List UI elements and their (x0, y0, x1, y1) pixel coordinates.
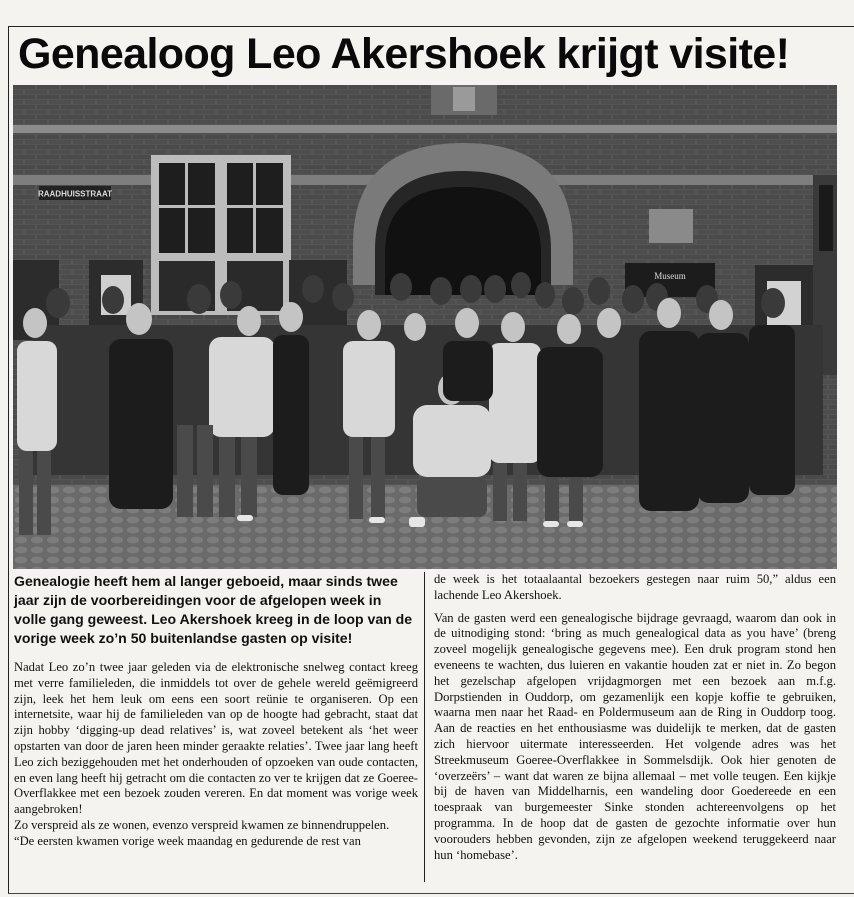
svg-text:Museum: Museum (654, 271, 686, 281)
street-sign (38, 186, 112, 200)
left-rule (8, 26, 9, 894)
arched-doorway (353, 143, 573, 295)
headline: Genealoog Leo Akershoek krijgt visite! (18, 30, 790, 78)
paragraph: Nadat Leo zo’n twee jaar geleden via de elektronische snelweg contact kreeg met verre familieleden, die inmiddels tot over de gehele wereld geëmigreerd zijn, leek het hem leuk om eens een soort reünie te organiseren. Op een internetsite, waar hij de familieleden van op de hoogte had gebracht, staat dat zijn hobby ‘digging-up dead relatives’ is, wat zoveel betekent als ‘het weer opstarten van door de jaren heen minder geraakte relaties’. Twee jaar lang heeft Leo zich beziggehouden met het onderhouden of opzoeken van oude contacten, en even lang heeft hij getracht om die contacten zo ver te krijgen dat ze Goeree-Overflakkee met een bezoek zouden vereren. En dat moment was vorige week aangebroken! (14, 660, 418, 817)
paragraph: Zo verspreid als ze wonen, evenzo verspreid kwamen ze binnendruppelen. (14, 817, 390, 832)
paragraph: Van de gasten werd een genealogische bijdrage gevraagd, waarom dan ook in de uitnodiging stond: ‘bring as much genealogical data as you have’ (breng zoveel mogelijk genealogische gegevens mee). Een druk program stond hen eveneens te wachten, dus luieren en vakantie houden zat er niet in. Zo begon het gezelschap afgelopen vrijdagmorgen met een bezoek aan m.f.g. Dorpstienden in Ouddorp, om gezamenlijk een kopje koffie te gebruiken, waarna men naar het Raad- en Poldermuseum aan de Ring in Ouddorp toog. Aan de reacties en het enthousiasme was duidelijk te merken, dat de gasten zich hiervoor uitermate interesseerden. Het volgende adres was het Streekmuseum Goeree-Overflakkee in Sommelsdijk. Ook hier genoten de ‘overzeërs’ – want dat waren ze bijna allemaal – met volle teugen. Een kijkje bij de haven van Middelharnis, een wandeling door Goedereede en een toespraak van burgemeester Sinke stonden achtereenvolgens op het programma. In de hoop dat de gasten de gezochte informatie over hun voorouders hebben gevonden, zijn ze afgelopen weekend teruggekeerd naar hun ‘homebase’. (434, 610, 836, 862)
article-lead: Genealogie heeft hem al langer geboeid, maar sinds twee jaar zijn de voorbereidingen voor de afgelopen week in volle gang geweest. Leo Akershoek kreeg in de loop van de vorige week zo’n 50 buitenlandse gasten op visite! (14, 573, 413, 646)
group-photo (13, 85, 837, 569)
article-body-left (14, 660, 418, 850)
column-divider (424, 572, 425, 882)
paragraph: “De eersten kwamen vorige week maandag en gedurende de rest van (14, 833, 361, 848)
bottom-rule (8, 893, 854, 894)
paragraph: de week is het totaalaantal bezoekers gestegen naar ruim 50,” aldus een lachende Leo Akershoek. (434, 572, 836, 602)
coat-of-arms (431, 85, 497, 115)
article-body-right (434, 572, 836, 863)
top-rule (8, 26, 854, 27)
svg-text:RAADHUISSTRAAT: RAADHUISSTRAAT (37, 189, 113, 199)
